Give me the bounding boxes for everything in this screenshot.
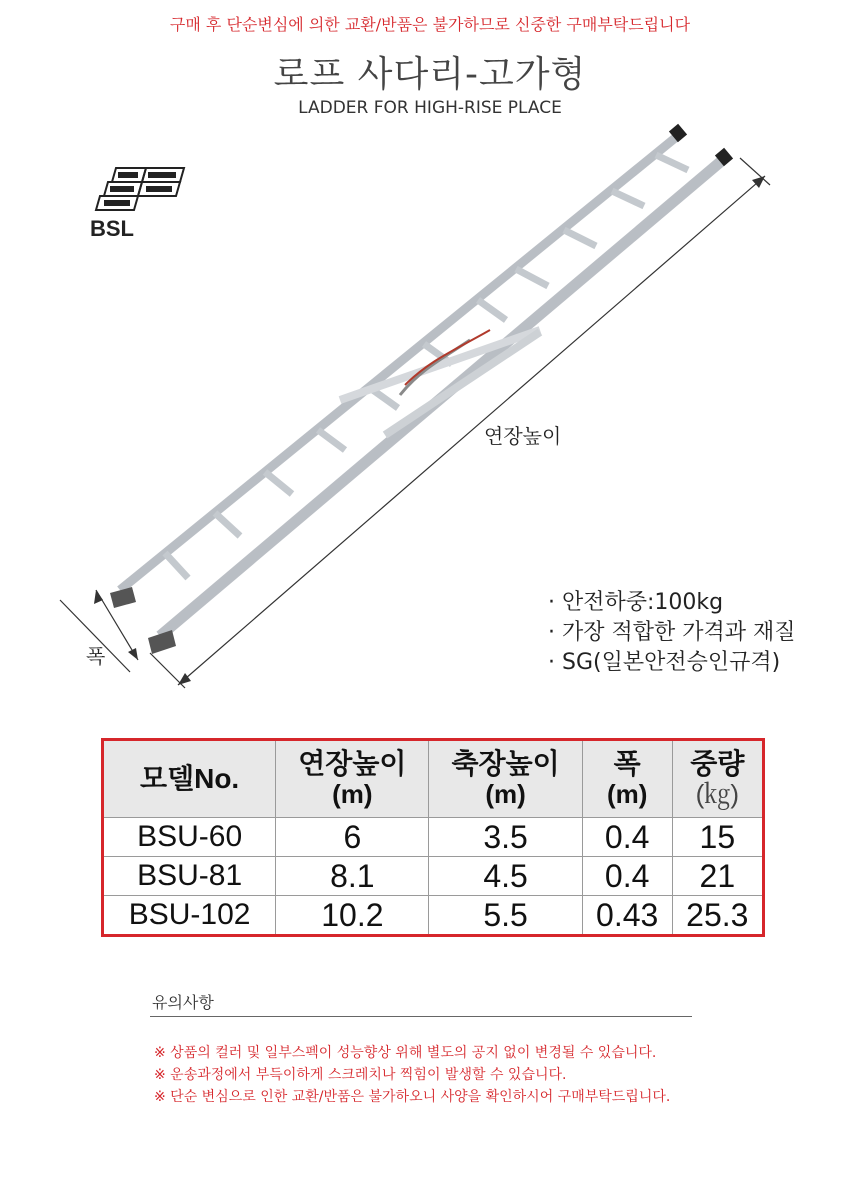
cell-width: 0.43 xyxy=(582,896,672,936)
table-row xyxy=(103,896,764,936)
header-weight: 중량 (㎏) xyxy=(672,740,763,818)
header-model: 모델No. xyxy=(103,740,276,818)
page-subtitle: LADDER FOR HIGH-RISE PLACE xyxy=(298,98,562,118)
feature-list xyxy=(548,588,796,678)
foot-left xyxy=(110,587,136,608)
caution-title: 유의사항 xyxy=(152,993,214,1012)
caution-item: ※ 단순 변심으로 인한 교환/반품은 불가하오니 사양을 확인하시어 구매부탁드립니다. xyxy=(154,1089,671,1105)
page-title: 로프 사다리-고가형 xyxy=(273,54,587,95)
cell-weight: 15 xyxy=(672,818,763,857)
table-row xyxy=(103,818,764,857)
cell-model: BSU-102 xyxy=(103,896,276,936)
spec-table xyxy=(101,738,765,937)
feature-item: · 가장 적합한 가격과 재질 xyxy=(548,618,796,648)
cell-retracted-height: 5.5 xyxy=(429,896,582,936)
caution-item: ※ 운송과정에서 부득이하게 스크레치나 찍힘이 발생할 수 있습니다. xyxy=(154,1067,567,1083)
cell-model: BSU-60 xyxy=(103,818,276,857)
cell-width: 0.4 xyxy=(582,818,672,857)
label-extension-height: 연장높이 xyxy=(484,424,562,448)
cell-weight: 21 xyxy=(672,857,763,896)
cell-width: 0.4 xyxy=(582,857,672,896)
caution-list xyxy=(154,1042,670,1108)
cell-model: BSU-81 xyxy=(103,857,276,896)
cell-retracted-height: 3.5 xyxy=(429,818,582,857)
cell-extension-height: 6 xyxy=(276,818,429,857)
foot-right xyxy=(148,630,176,654)
header-retracted-height: 축장높이 (m) xyxy=(429,740,582,818)
table-row xyxy=(103,857,764,896)
feature-item: · 안전하중:100kg xyxy=(548,588,796,618)
header-width: 폭 (m) xyxy=(582,740,672,818)
svg-text:BSL: BSL xyxy=(90,216,134,240)
cell-extension-height: 10.2 xyxy=(276,896,429,936)
divider xyxy=(150,1016,692,1017)
cell-extension-height: 8.1 xyxy=(276,857,429,896)
caution-item: ※ 상품의 컬러 및 일부스펙이 성능향상 위해 별도의 공지 없이 변경될 수 있습니다. xyxy=(154,1045,657,1061)
cell-weight: 25.3 xyxy=(672,896,763,936)
feature-item: · SG(일본안전승인규격) xyxy=(548,648,796,678)
cell-retracted-height: 4.5 xyxy=(429,857,582,896)
header-extension-height: 연장높이 (m) xyxy=(276,740,429,818)
table-header-row xyxy=(103,740,764,818)
top-notice: 구매 후 단순변심에 의한 교환/반품은 불가하므로 신중한 구매부탁드립니다 xyxy=(169,15,691,34)
label-width: 폭 xyxy=(86,644,106,668)
rear-rail-left xyxy=(120,134,680,590)
